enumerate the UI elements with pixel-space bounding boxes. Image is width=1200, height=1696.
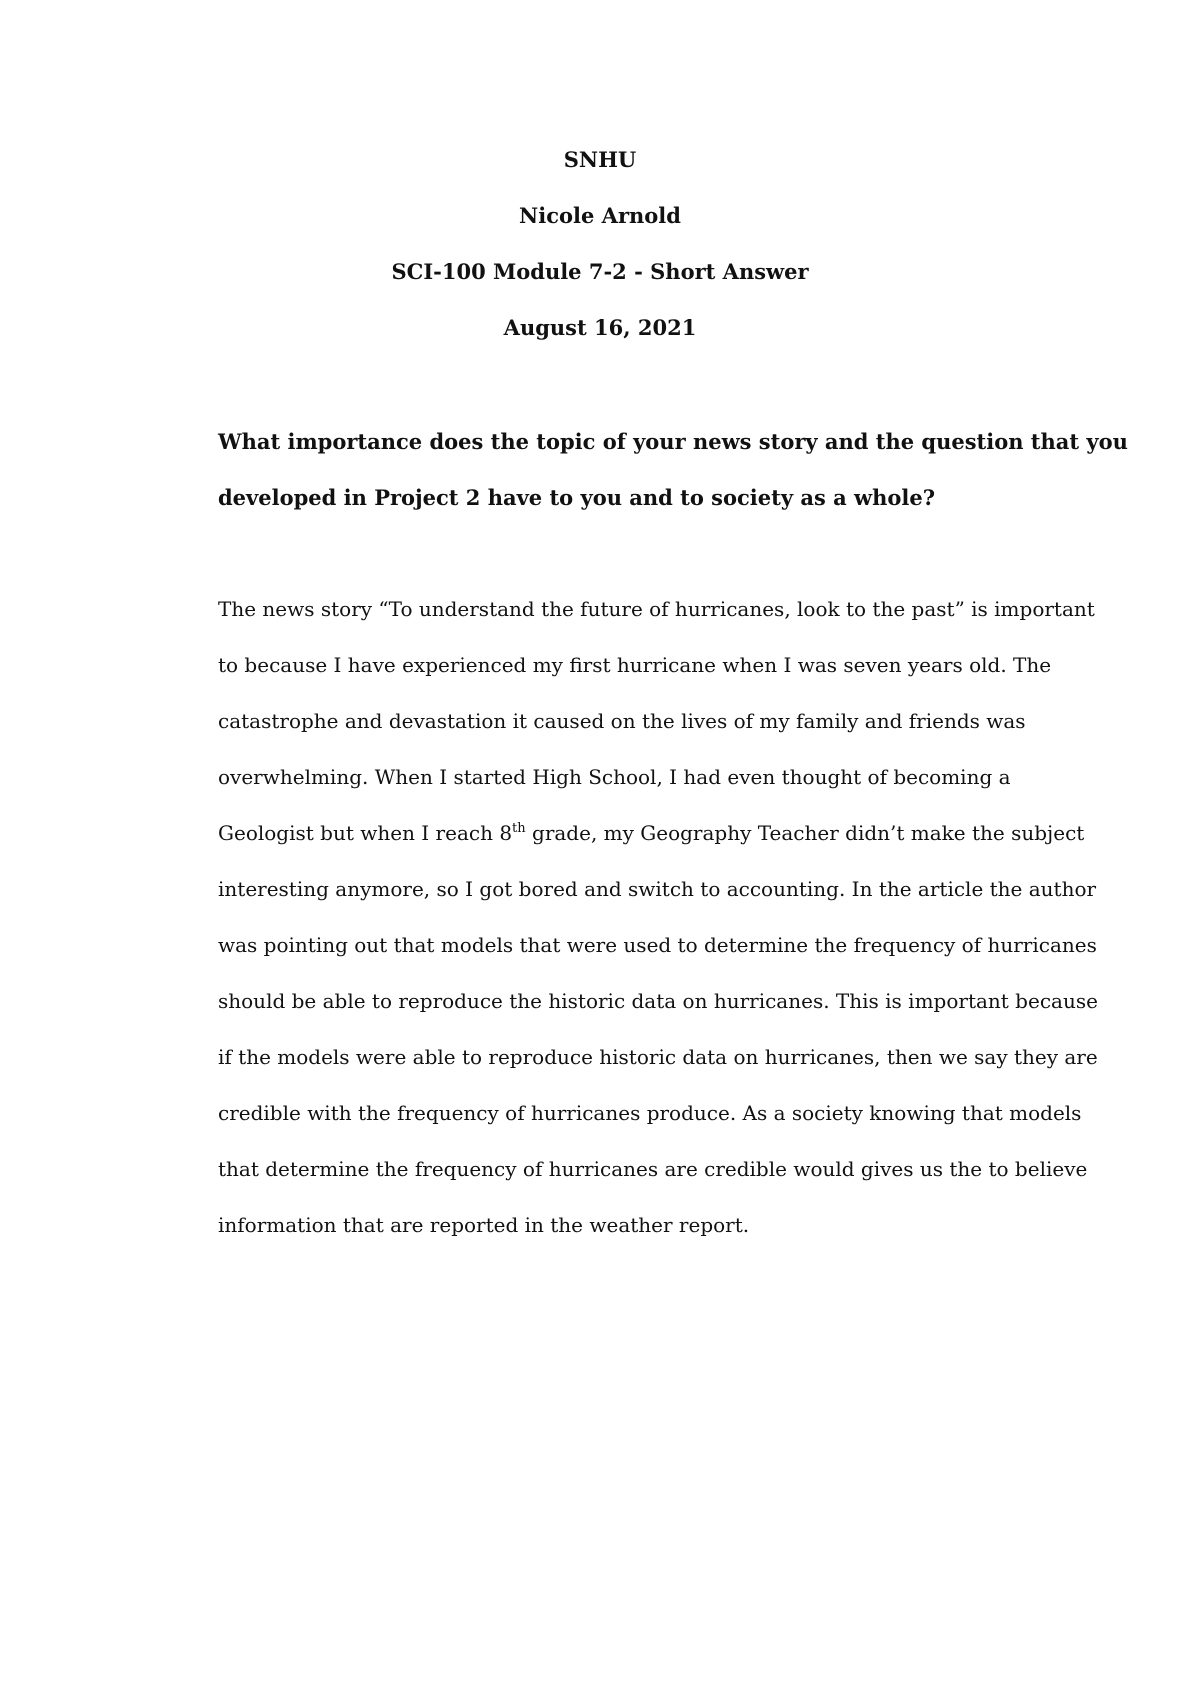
paragraph-line: if the models were able to reproduce historic data on hurricanes, then we say they are (218, 1045, 1098, 1069)
line-text: Geologist but when I reach 8 (218, 821, 513, 845)
assignment-date: August 16, 2021 (503, 315, 697, 340)
line-text: grade, my Geography Teacher didn’t make the subject (525, 821, 1085, 845)
paragraph-line: interesting anymore, so I got bored and switch to accounting. In the article the author (218, 877, 1097, 901)
paragraph-line: catastrophe and devastation it caused on the lives of my family and friends was (218, 709, 1026, 733)
paragraph-line: to because I have experienced my first hurricane when I was seven years old. The (218, 653, 1052, 677)
paragraph-line: information that are reported in the weather report. (218, 1213, 750, 1237)
paragraph-line: The news story “To understand the future of hurricanes, look to the past” is important (218, 597, 1095, 621)
paragraph-line: was pointing out that models that were used to determine the frequency of hurricanes (218, 933, 1097, 957)
paragraph-line: credible with the frequency of hurricanes produce. As a society knowing that models (218, 1101, 1082, 1125)
paragraph-line: should be able to reproduce the historic data on hurricanes. This is important because (218, 989, 1098, 1013)
question-line: What importance does the topic of your news story and the question that you (218, 429, 1128, 454)
paragraph-line: that determine the frequency of hurricanes are credible would gives us the to believe (218, 1157, 1088, 1181)
paragraph-line: overwhelming. When I started High School, I had even thought of becoming a (218, 765, 1011, 789)
ordinal-superscript: th (512, 821, 526, 836)
paragraph-line (218, 819, 1084, 847)
assignment-title: SCI-100 Module 7-2 - Short Answer (391, 259, 809, 284)
author-name: Nicole Arnold (519, 203, 681, 228)
question-line: developed in Project 2 have to you and to society as a whole? (218, 485, 935, 510)
institution-heading: SNHU (563, 147, 637, 172)
